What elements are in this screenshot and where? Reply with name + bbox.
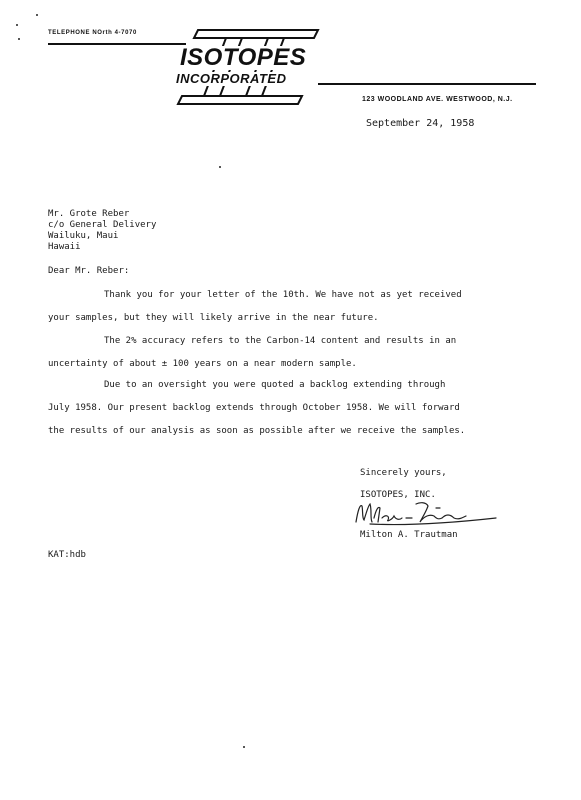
paragraph-line: Due to an oversight you were quoted a backlog extending through <box>104 380 446 390</box>
recipient-city: Wailuku, Maui <box>48 231 119 241</box>
recipient-name: Mr. Grote Reber <box>48 209 130 219</box>
scan-speck <box>243 746 245 748</box>
closing-company: ISOTOPES, INC. <box>360 490 436 500</box>
body-paragraph-2 <box>48 330 508 376</box>
company-name-subtitle: INCORPORATED <box>176 71 287 86</box>
paragraph-line: Thank you for your letter of the 10th. We have not as yet received <box>104 290 462 300</box>
signer-name: Milton A. Trautman <box>360 530 458 540</box>
letterhead-rule-right <box>318 83 536 85</box>
letter-date: September 24, 1958 <box>366 118 475 129</box>
paragraph-line: the results of our analysis as soon as possible after we receive the samples. <box>48 426 466 436</box>
letterhead-rule-left <box>48 43 186 45</box>
handwritten-signature-icon <box>350 496 500 530</box>
reference-initials: KAT:hdb <box>48 550 86 560</box>
paragraph-line: your samples, but they will likely arrive in the near future. <box>48 313 379 323</box>
company-address: 123 WOODLAND AVE. WESTWOOD, N.J. <box>362 96 513 103</box>
paragraph-line: The 2% accuracy refers to the Carbon-14 content and results in an <box>104 336 457 346</box>
body-paragraph-3 <box>48 374 508 443</box>
recipient-care-of: c/o General Delivery <box>48 220 157 230</box>
paragraph-line: July 1958. Our present backlog extends through October 1958. We will forward <box>48 403 460 413</box>
scan-speck <box>36 14 38 16</box>
scan-speck <box>18 38 20 40</box>
complimentary-close: Sincerely yours, <box>360 468 447 478</box>
body-paragraph-1 <box>48 284 508 330</box>
paragraph-line: uncertainty of about ± 100 years on a near modern sample. <box>48 359 357 369</box>
recipient-address <box>48 209 156 253</box>
scan-speck <box>219 166 221 168</box>
salutation: Dear Mr. Reber: <box>48 266 130 276</box>
telephone-number: TELEPHONE NOrth 4-7070 <box>48 30 137 36</box>
recipient-state: Hawaii <box>48 242 81 252</box>
company-name: ISOTOPES <box>180 44 307 71</box>
company-logo <box>168 24 328 110</box>
scan-speck <box>16 24 18 26</box>
